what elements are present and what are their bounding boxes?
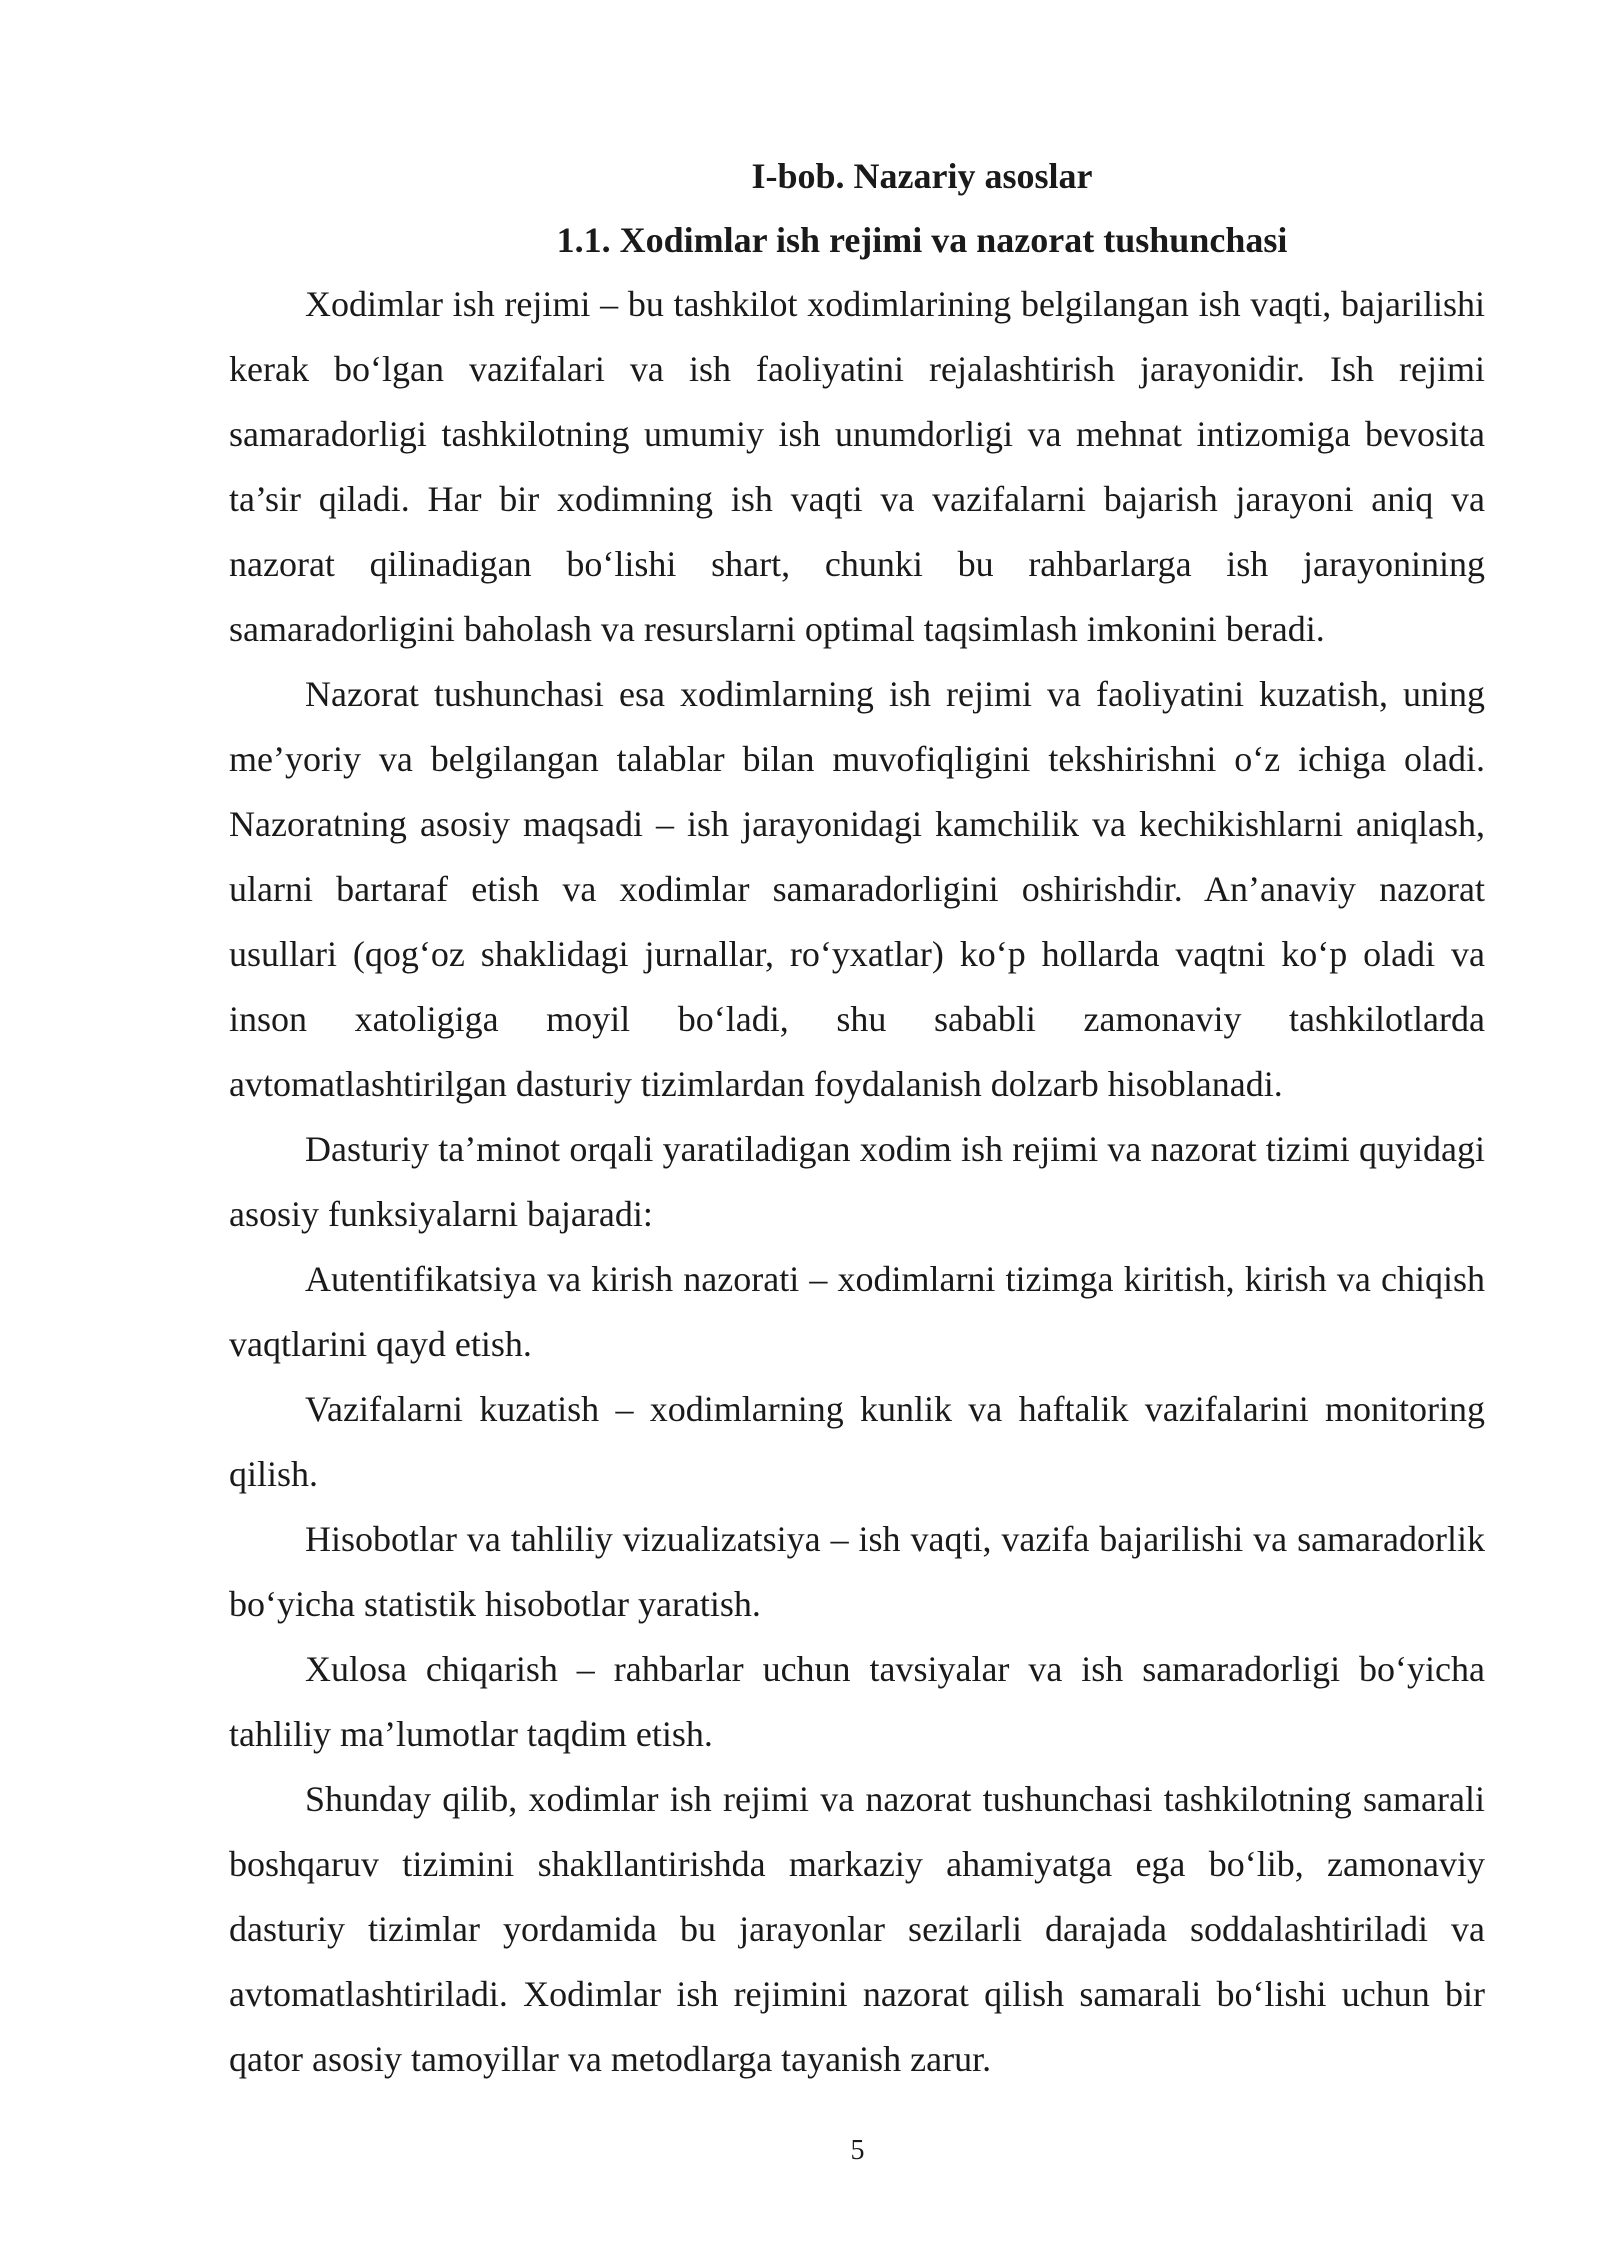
paragraph-functions-intro: Dasturiy ta’minot orqali yaratiladigan xodim ish rejimi va nazorat tizimi quyidagi asosiy funksiyalarni bajaradi:	[229, 1129, 1485, 1234]
paragraph-control-concept: Nazorat tushunchasi esa xodimlarning ish rejimi va faoliyatini kuzatish, uning me’yoriy va belgilangan talablar bilan muvofiqligini tekshirishni o‘z ichiga oladi. Nazoratning asosiy maqsadi – ish jarayonidagi kamchilik va kechikishlarni aniqlash, ularni bartaraf etish va xodimlar samaradorligini oshirishdir. An’anaviy nazorat usullari (qog‘oz shaklidagi jurnallar, ro‘yxatlar) ko‘p hollarda vaqtni ko‘p oladi va inson xatoligiga moyil bo‘ladi, shu sababli zamonaviy tashkilotlarda avtomatlashtirilgan dasturiy tizimlardan foydalanish dolzarb hisoblanadi.	[229, 674, 1485, 1104]
paragraph-function-reports: Hisobotlar va tahliliy vizualizatsiya – ish vaqti, vazifa bajarilishi va samaradorlik bo‘yicha statistik hisobotlar yaratish.	[229, 1519, 1485, 1624]
document-page	[229, 150, 1485, 2092]
section-title: 1.1. Xodimlar ish rejimi va nazorat tushunchasi	[556, 220, 1288, 260]
page-number: 5	[850, 2135, 865, 2166]
chapter-title: I-bob. Nazariy asoslar	[751, 156, 1093, 196]
paragraph-function-conclusions: Xulosa chiqarish – rahbarlar uchun tavsiyalar va ish samaradorligi bo‘yicha tahliliy ma’lumotlar taqdim etish.	[229, 1649, 1485, 1754]
paragraph-function-task-tracking: Vazifalarni kuzatish – xodimlarning kunlik va haftalik vazifalarini monitoring qilish.	[229, 1389, 1485, 1494]
paragraph-function-authentication: Autentifikatsiya va kirish nazorati – xodimlarni tizimga kiritish, kirish va chiqish vaqtlarini qayd etish.	[229, 1259, 1485, 1364]
paragraph-intro: Xodimlar ish rejimi – bu tashkilot xodimlarining belgilangan ish vaqti, bajarilishi kerak bo‘lgan vazifalari va ish faoliyatini rejalashtirish jarayonidir. Ish rejimi samaradorligi tashkilotning umumiy ish unumdorligi va mehnat intizomiga bevosita ta’sir qiladi. Har bir xodimning ish vaqti va vazifalarni bajarish jarayoni aniq va nazorat qilinadigan bo‘lishi shart, chunki bu rahbarlarga ish jarayonining samaradorligini baholash va resurslarni optimal taqsimlash imkonini beradi.	[229, 284, 1485, 649]
paragraph-summary: Shunday qilib, xodimlar ish rejimi va nazorat tushunchasi tashkilotning samarali boshqaruv tizimini shakllantirishda markaziy ahamiyatga ega bo‘lib, zamonaviy dasturiy tizimlar yordamida bu jarayonlar sezilarli darajada soddalashtiriladi va avtomatlashtiriladi. Xodimlar ish rejimini nazorat qilish samarali bo‘lishi uchun bir qator asosiy tamoyillar va metodlarga tayanish zarur.	[229, 1779, 1485, 2079]
